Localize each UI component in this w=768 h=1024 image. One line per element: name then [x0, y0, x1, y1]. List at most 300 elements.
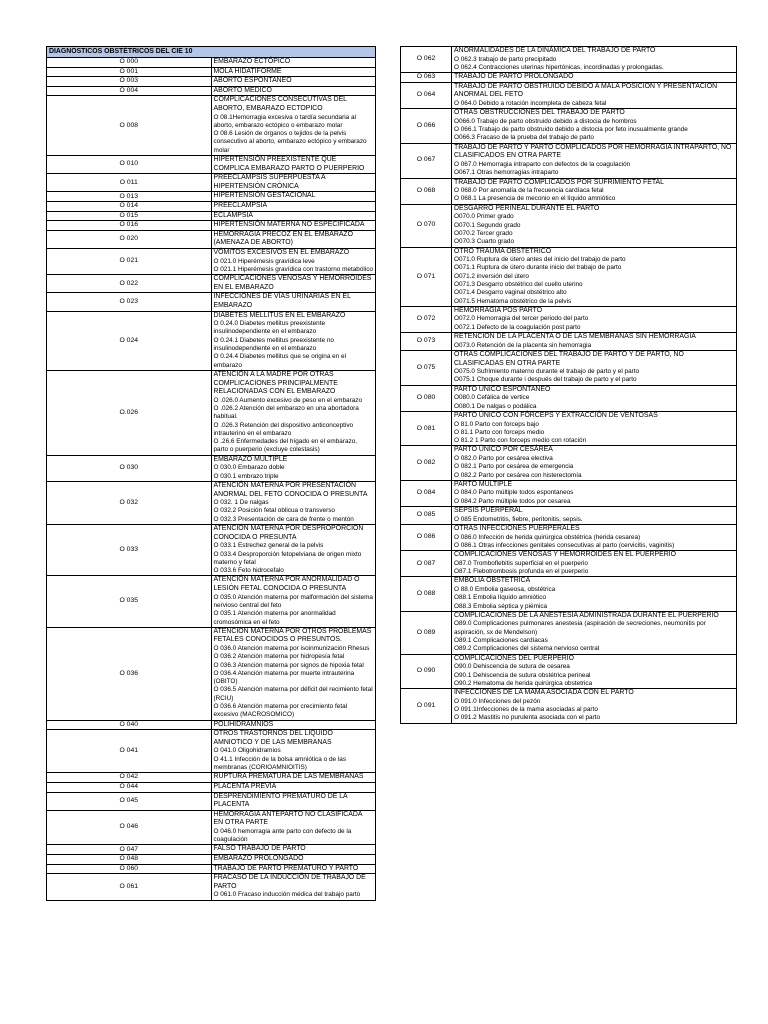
- subdiagnosis-text: O 032. 1 De nalgas: [213, 499, 269, 507]
- diagnosis-code: O 066: [401, 109, 452, 143]
- diagnosis-description: [211, 576, 376, 627]
- diagnosis-title: COMPLICACIONES VENOSAS Y HEMORROIDES EN EL PUERPERIO: [454, 551, 676, 559]
- subdiagnosis-text: O072.1 Defecto de la coagulación post parto: [454, 323, 581, 331]
- subdiagnosis-text: O 084.0 Parto múltiple todos espontaneos: [454, 489, 574, 497]
- subdiagnosis-text: O073.0 Retención de la placenta sin hemorragia: [454, 341, 592, 349]
- diagnosis-description: [452, 577, 737, 611]
- diagnosis-description: [452, 446, 737, 480]
- table-row: [401, 204, 737, 247]
- subdiagnosis-text: O 035.0 Atención materna por malformación del sistema nervioso central del feto: [213, 593, 373, 609]
- diagnosis-title: TRABAJO DE PARTO PREMATURO Y PARTO: [213, 864, 359, 872]
- subdiagnosis-text: O 81.2 1 Parto con forceps medio con rotación: [454, 437, 587, 445]
- diagnosis-code: O 032: [47, 481, 212, 524]
- diagnosis-code: O 001: [47, 67, 212, 77]
- subdiagnosis-text: O066.0 Trabajo de parto obstruido debido a distocia de hombros: [454, 117, 637, 125]
- diagnosis-description: [452, 178, 737, 204]
- subdiagnosis-text: O87.1 Flebotrombosis profunda en el puerperio: [454, 568, 589, 576]
- right-diagnosis-table: [400, 46, 737, 724]
- diagnosis-description: [452, 385, 737, 411]
- table-row: [401, 109, 737, 143]
- diagnosis-code: O 014: [47, 202, 212, 212]
- subdiagnosis-text: O .026.0 Aumento excesivo de peso en el embarazo: [213, 396, 362, 404]
- subdiagnosis-text: O 030.0 Embarazo doble: [213, 464, 285, 472]
- diagnosis-code: O 088: [401, 577, 452, 611]
- subdiagnosis-text: O89.2 Complicaciones del sistema nervioso central: [454, 645, 600, 653]
- subdiagnosis-text: O 086.1 Otras infecciones genitales consecutivas al parto (cervicitis, vaginitis): [454, 541, 675, 549]
- subdiagnosis-text: O 08.1Hemorragia excesiva o tardía secundaria al aborto, embarazo ectópico o embarazo molar: [213, 113, 356, 129]
- subdiagnosis-text: O067.1 Otras hemorragias intraparto: [454, 169, 559, 177]
- diagnosis-description: [452, 507, 737, 525]
- diagnosis-description: [452, 73, 737, 83]
- subdiagnosis-text: O 036.5 Atención materna por déficit del recimiento fetal (RCIU): [213, 686, 373, 702]
- table-row: [47, 86, 376, 96]
- diagnosis-description: [211, 58, 376, 68]
- table-row: [401, 480, 737, 506]
- diagnosis-title: VÓMITOS EXCESIVOS EN EL EMBARAZO: [213, 248, 350, 256]
- table-row: [401, 247, 737, 306]
- diagnosis-title: HIPERTENSIÓN MATERNA NO ESPECIFICADA: [213, 221, 365, 229]
- diagnosis-code: O 063: [401, 73, 452, 83]
- diagnosis-description: [211, 481, 376, 524]
- diagnosis-code: O 035: [47, 576, 212, 627]
- diagnosis-code: O 021: [47, 248, 212, 274]
- subdiagnosis-text: O88.3 Embolia séptica y piémica: [454, 602, 548, 610]
- table-row: [47, 627, 376, 720]
- table-row: [47, 221, 376, 231]
- diagnosis-description: [211, 202, 376, 212]
- diagnosis-title: SEPSIS PUERPERAL: [454, 507, 523, 515]
- diagnosis-title: HEMORRAGIA POS PARTO: [454, 306, 543, 314]
- table-row: [47, 782, 376, 792]
- subdiagnosis-text: O 066.1 Trabajo de parto obstruido debido a distocia por feto inusualmente grande: [454, 126, 688, 134]
- diagnosis-code: O 046: [47, 810, 212, 845]
- subdiagnosis-text: O 085 Endometritis, fiebre, peritonitis, sepsis.: [454, 515, 583, 523]
- subdiagnosis-text: O 88.0 Embolia gaseosa, obstétrica: [454, 585, 556, 593]
- diagnosis-code: O 040: [47, 720, 212, 730]
- diagnosis-description: [452, 480, 737, 506]
- table-row: [401, 178, 737, 204]
- subdiagnosis-text: O90.1 Dehiscencia de sutura obstétrica perineal: [454, 671, 591, 679]
- diagnosis-code: O 022: [47, 275, 212, 293]
- table-row: [47, 248, 376, 274]
- subdiagnosis-text: O 032.3 Presentación de cara de frente o mentón: [213, 515, 354, 523]
- table-row: [47, 202, 376, 212]
- diagnosis-description: [211, 773, 376, 783]
- table-row: [47, 311, 376, 370]
- subdiagnosis-text: O071.3 Desgarro obstétrico del cuello uterino: [454, 280, 583, 288]
- diagnosis-title: DESPRENDIMIENTO PREMATURO DE LA PLACENTA: [213, 792, 348, 809]
- diagnosis-code: O 081: [401, 411, 452, 445]
- diagnosis-title: DIABETES MELLITUS EN EL EMBARAZO: [213, 311, 346, 319]
- subdiagnosis-text: O88.1 Embolia líquido amniótico: [454, 594, 547, 602]
- diagnosis-description: [452, 109, 737, 143]
- table-row: [47, 96, 376, 156]
- diagnosis-code: O 062: [401, 47, 452, 73]
- subdiagnosis-text: O 032.2 Posición fetal oblicua o transverso: [213, 507, 335, 515]
- diagnosis-description: [452, 689, 737, 723]
- subdiagnosis-text: O070.2 Tercer grado: [454, 229, 513, 237]
- left-diagnosis-table: [46, 46, 376, 901]
- diagnosis-description: [211, 370, 376, 455]
- table-row: [47, 845, 376, 855]
- diagnosis-title: HIPERTENSIÓN GESTACIONAL: [213, 192, 316, 200]
- subdiagnosis-text: O 091.0 Infecciones del pezón: [454, 697, 541, 705]
- diagnosis-title: INFECCIONES DE LA MAMA ASOCIADA CON EL PARTO: [454, 689, 634, 697]
- subdiagnosis-text: O 81.1 Parto con forceps medio: [454, 428, 545, 436]
- table-row: [401, 524, 737, 550]
- diagnosis-description: [211, 792, 376, 810]
- subdiagnosis-text: O 041.0 Oligohidramios: [213, 747, 281, 755]
- subdiagnosis-text: O90.2 Hematoma de herida quirúrgica obstetrica: [454, 679, 593, 687]
- table-row: [47, 773, 376, 783]
- table-row: [47, 67, 376, 77]
- table-row: [401, 411, 737, 445]
- diagnosis-description: [452, 333, 737, 351]
- left-table-body: [47, 47, 376, 901]
- diagnosis-title: FALSO TRABAJO DE PARTO: [213, 845, 306, 853]
- subdiagnosis-text: O .026.2 Atención del embarazo en una abortadora habitual.: [213, 405, 359, 421]
- diagnosis-title: PARTO ÚNICO CON FÓRCEPS Y EXTRACCIÓN DE VENTOSAS: [454, 411, 658, 419]
- table-row: [47, 230, 376, 248]
- diagnosis-title: PARTO UNICO ESPONTANEO: [454, 385, 551, 393]
- subdiagnosis-text: O 091.1Infecciones de la mama asociadas al parto: [454, 705, 598, 713]
- diagnosis-code: O 000: [47, 58, 212, 68]
- diagnosis-title: PARTO MULTIPLE: [454, 480, 513, 488]
- subdiagnosis-text: O 021.0 Hiperémesis gravídica leve: [213, 257, 315, 265]
- table-row: [401, 47, 737, 73]
- subdiagnosis-text: O 067.0 Hemorragia intraparto con defectos de la coagulación: [454, 160, 631, 168]
- diagnosis-title: HEMORRAGIA PRECOZ EN EL EMBARAZO (AMENAZA DE ABORTO): [213, 230, 353, 247]
- diagnosis-description: [211, 311, 376, 370]
- diagnosis-description: [211, 855, 376, 865]
- diagnosis-title: ABORTO MEDICO: [213, 86, 272, 94]
- diagnosis-code: O 044: [47, 782, 212, 792]
- subdiagnosis-text: O89.1 Complicaciones cardíacas: [454, 637, 548, 645]
- subdiagnosis-text: O 036.6 Atención materna por crecimiento fetal excesivo (MACROSOMICO): [213, 703, 348, 719]
- diagnosis-title: OTRAS INFECCIONES PUERPERALES: [454, 524, 580, 532]
- diagnosis-code: O 089: [401, 611, 452, 654]
- diagnosis-code: O.026: [47, 370, 212, 455]
- table-row: [47, 192, 376, 202]
- table-row: [401, 73, 737, 83]
- diagnosis-description: [211, 810, 376, 845]
- subdiagnosis-text: O075.0 Sufrimiento materno durante el trabajo de parto y el parto: [454, 368, 640, 376]
- diagnosis-description: [211, 77, 376, 87]
- diagnosis-code: O 023: [47, 293, 212, 311]
- table-row: [47, 293, 376, 311]
- diagnosis-code: O 070: [401, 204, 452, 247]
- subdiagnosis-text: O87.0 Tromboflebitis superficial en el puerperio: [454, 559, 588, 567]
- diagnosis-code: O 033: [47, 525, 212, 576]
- diagnosis-code: O 020: [47, 230, 212, 248]
- diagnosis-code: O 036: [47, 627, 212, 720]
- subdiagnosis-text: O 062.3 trabajo de parto precipitado: [454, 55, 557, 63]
- table-row: [401, 446, 737, 480]
- table-header-row: [47, 47, 376, 58]
- table-row: [47, 455, 376, 481]
- subdiagnosis-text: O 036.4 Atención materna por muerte intrauterina (OBITO): [213, 669, 355, 686]
- subdiagnosis-text: O 082.2 Parto por cesárea con histerectomía: [454, 471, 582, 479]
- subdiagnosis-text: O071.5 Hematoma obstétrico de la pelvis: [454, 297, 572, 305]
- diagnosis-title: TRABAJO DE PARTO COMPLICADOS POR SUFRIMIENTO FETAL: [454, 178, 664, 186]
- table-row: [47, 864, 376, 874]
- table-row: [401, 306, 737, 332]
- diagnosis-title: COMPLICACIONES DEL PUERPERIO: [454, 654, 574, 662]
- diagnosis-description: [452, 143, 737, 178]
- diagnosis-description: [452, 82, 737, 108]
- table-row: [401, 577, 737, 611]
- subdiagnosis-text: O 036.2 Atención materna por hidropesía fetal: [213, 653, 345, 661]
- diagnosis-title: COMPLICACIONES VENOSAS Y HEMORROIDES EN EL EMBARAZO: [213, 275, 372, 291]
- subdiagnosis-text: O 033.6 Feto hidrocefalo: [213, 567, 284, 575]
- table-row: [401, 385, 737, 411]
- subdiagnosis-text: O 062.4 Contracciones uterinas hipertónicas, incordinadas y prolongadas.: [454, 63, 664, 71]
- diagnosis-description: [211, 96, 376, 156]
- table-row: [47, 576, 376, 627]
- diagnosis-title: TRABAJO DE PARTO Y PARTO COMPLICADOS POR HEMORRAGIA INTRAPARTO, NO CLASIFICADOS EN OTRA PARTE: [454, 143, 732, 160]
- table-row: [47, 370, 376, 455]
- diagnosis-code: O 086: [401, 524, 452, 550]
- table-header: DIAGNÓSTICOS OBSTÉTRICOS DEL CIE 10: [47, 47, 376, 58]
- diagnosis-description: [211, 67, 376, 77]
- table-row: [401, 350, 737, 385]
- diagnosis-code: O 084: [401, 480, 452, 506]
- diagnosis-title: EMBARAZO PROLONGADO: [213, 855, 304, 863]
- diagnosis-title: OTROS TRASTORNOS DEL LIQUIDO AMNIOTICO Y DE LAS MEMBRANAS: [213, 730, 333, 746]
- diagnosis-description: [452, 654, 737, 688]
- table-row: [47, 720, 376, 730]
- diagnosis-description: [211, 248, 376, 274]
- diagnosis-title: ATENCIÓN A LA MADRE POR OTRAS COMPLICACIONES PRINCIPALMENTE RELACIONADAS CON EL EMBARAZO: [213, 370, 338, 396]
- subdiagnosis-text: O 41.1 Infección de la bolsa amniótica o de las membranas (CORIOAMNIOITIS): [213, 755, 347, 772]
- diagnosis-code: O 030: [47, 455, 212, 481]
- diagnosis-code: O 042: [47, 773, 212, 783]
- diagnosis-title: OTRAS COMPLICACIONES DEL TRABAJO DE PARTO Y DE PARTO, NO CLASIFICADAS EN OTRA PARTE: [454, 350, 684, 367]
- diagnosis-description: [452, 47, 737, 73]
- diagnosis-description: [211, 275, 376, 293]
- table-row: [47, 855, 376, 865]
- table-row: [47, 58, 376, 68]
- diagnosis-title: POLIHIDRAMNIOS: [213, 720, 274, 728]
- diagnosis-code: O 073: [401, 333, 452, 351]
- diagnosis-title: ATENCIÓN MATERNA POR ANORMALIDAD O LESIÓN FETAL CONOCIDA O PRESUNTA: [213, 576, 360, 593]
- diagnosis-code: O 015: [47, 211, 212, 221]
- table-row: [47, 481, 376, 524]
- diagnosis-description: [452, 411, 737, 445]
- subdiagnosis-text: O072.0 Hemorragia del tercer periodo del parto: [454, 315, 589, 323]
- diagnosis-title: INFECCIONES DE VÍAS URINARIAS EN EL EMBARAZO: [213, 293, 351, 309]
- diagnosis-description: [211, 86, 376, 96]
- diagnosis-description: [452, 551, 737, 577]
- diagnosis-title: EMBOLIA OBSTETRICA: [454, 577, 531, 585]
- diagnosis-code: O 010: [47, 156, 212, 174]
- table-row: [47, 174, 376, 192]
- subdiagnosis-text: O89.0 Complicaciones pulmonares anestesia (aspiración de secreciones, neumonitis por aspiración, sx de Mendelson): [454, 620, 706, 636]
- subdiagnosis-text: O071.0 Ruptura de útero antes del inicio del trabajo de parto: [454, 256, 626, 264]
- subdiagnosis-text: O 082.1 Parto por cesárea de emergencia: [454, 463, 574, 471]
- diagnosis-code: O 091: [401, 689, 452, 723]
- subdiagnosis-text: O 046.0 hemorragia ante parto con defecto de la coagulación: [213, 827, 352, 844]
- diagnosis-title: ABORTO ESPONTANEO: [213, 77, 292, 85]
- diagnosis-code: O 008: [47, 96, 212, 156]
- diagnosis-title: RETENCION DE LA PLACENTA O DE LAS MEMBRANAS SIN HEMORRAGIA: [454, 333, 696, 341]
- diagnosis-code: O 016: [47, 221, 212, 231]
- diagnosis-code: O 064: [401, 82, 452, 108]
- diagnosis-description: [211, 874, 376, 900]
- table-row: [47, 730, 376, 773]
- diagnosis-code: O 075: [401, 350, 452, 385]
- subdiagnosis-text: O 084.2 Parto múltiple todos por cesarea: [454, 497, 571, 505]
- diagnosis-description: [452, 204, 737, 247]
- diagnosis-title: RUPTURA PREMATURA DE LAS MEMBRANAS: [213, 773, 364, 781]
- diagnosis-title: ATENCION MATERNA POR OTROS PROBLEMAS FETALES CONOCIDOS O PRESUNTOS.: [213, 627, 372, 644]
- diagnosis-title: ANORMALIDADES DE LA DINÁMICA DEL TRABAJO DE PARTO: [454, 47, 656, 54]
- subdiagnosis-text: O070.3 Cuarto grado: [454, 238, 515, 246]
- subdiagnosis-text: O 0.24.0 Diabetes mellitus preexistente insulinodependiente en el embarazo: [213, 320, 326, 336]
- diagnosis-title: PREECLAMPSIA: [213, 202, 268, 210]
- diagnosis-code: O 072: [401, 306, 452, 332]
- table-row: [47, 275, 376, 293]
- diagnosis-title: PREECLAMPSIS SUPERPUESTA A HIPERTENSIÓN CRÓNICA: [213, 174, 326, 190]
- subdiagnosis-text: O 81.0 Parto con forceps bajo: [454, 420, 539, 428]
- right-table-body: [401, 47, 737, 724]
- diagnosis-title: ATENCION MATERNA POR DESPROPORCION CONOCIDA O PRESUNTA: [213, 525, 364, 541]
- table-row: [401, 654, 737, 688]
- subdiagnosis-text: O080.1 De nalgas o podálica: [454, 402, 537, 410]
- diagnosis-description: [211, 221, 376, 231]
- diagnosis-description: [211, 211, 376, 221]
- table-row: [401, 689, 737, 723]
- subdiagnosis-text: O 0.24.4 Diabetes mellitus que se origina en el embarazo: [213, 353, 347, 369]
- diagnosis-description: [452, 247, 737, 306]
- diagnosis-title: MOLA HIDATIFORME: [213, 67, 282, 75]
- diagnosis-description: [452, 306, 737, 332]
- diagnosis-title: ATENCIÓN MATERNA POR PRESENTACIÓN ANORMAL DEL FETO CONOCIDA O PRESUNTA: [213, 481, 368, 498]
- diagnosis-title: DESGARRO PERINEAL DURANTE EL PARTO: [454, 204, 600, 212]
- diagnosis-code: O 041: [47, 730, 212, 773]
- diagnosis-title: OTRO TRAUMA OBSTETRICO: [454, 247, 552, 255]
- diagnosis-code: O 071: [401, 247, 452, 306]
- diagnosis-title: COMPLICACIONES DE LA ANESTESIA ADMINISTRADA DURANTE EL PUERPERIO: [454, 611, 719, 619]
- diagnosis-description: [211, 782, 376, 792]
- subdiagnosis-text: O 086.0 Infección de herida quirúrgica obstétrica (herida cesarea): [454, 533, 641, 541]
- diagnosis-code: O 011: [47, 174, 212, 192]
- table-row: [47, 77, 376, 87]
- diagnosis-code: O 085: [401, 507, 452, 525]
- table-row: [401, 611, 737, 654]
- diagnosis-code: O 045: [47, 792, 212, 810]
- table-row: [47, 525, 376, 576]
- subdiagnosis-text: O 068.0 Por anomalía de la frecuencia cardíaca fetal: [454, 187, 604, 195]
- diagnosis-code: O 067: [401, 143, 452, 178]
- subdiagnosis-text: O071.1 Ruptura de útero durante inicio del trabajo de parto: [454, 264, 622, 272]
- subdiagnosis-text: O080.0 Cefálica de vertice: [454, 394, 530, 402]
- subdiagnosis-text: O 082.0 Parto por cesárea electiva: [454, 455, 553, 462]
- diagnosis-code: O 047: [47, 845, 212, 855]
- subdiagnosis-text: O .26.6 Enfermedades del hígado en el embarazo, parto o puerperio (excluye colestasis): [213, 438, 358, 454]
- subdiagnosis-text: O 08.6 Lesión de órganos o tejidos de la pelvis consecutivo al aborto, embarazo ectópico y embarazo molar: [213, 130, 367, 154]
- diagnosis-title: HIPERTENSIÓN PREEXISTENTE QUE COMPLICA EMBARAZO PARTO O PUERPERIO: [213, 156, 365, 172]
- diagnosis-title: HEMORRAGIA ANTEPARTO NO CLASIFICADA EN OTRA PARTE: [213, 810, 363, 827]
- diagnosis-title: PLACENTA PREVIA: [213, 782, 277, 790]
- diagnosis-description: [211, 156, 376, 174]
- diagnosis-description: [211, 845, 376, 855]
- diagnosis-description: [452, 611, 737, 654]
- subdiagnosis-text: O 061.0 Fracaso inducción médica del trabajo parto: [213, 891, 361, 899]
- diagnosis-code: O 090: [401, 654, 452, 688]
- subdiagnosis-text: O071.2 inversión del útero: [454, 272, 529, 280]
- diagnosis-title: EMBARAZO ECTÓPICO: [213, 58, 291, 65]
- subdiagnosis-text: O 036.0 Atención materna por isoinmunización Rhesus: [213, 644, 370, 652]
- diagnosis-code: O 061: [47, 874, 212, 900]
- table-row: [47, 810, 376, 845]
- diagnosis-code: O 013: [47, 192, 212, 202]
- diagnosis-code: O 060: [47, 864, 212, 874]
- table-row: [47, 211, 376, 221]
- table-row: [401, 551, 737, 577]
- subdiagnosis-text: O071.4 Desgarro vaginal obstétrico alto: [454, 289, 567, 297]
- diagnosis-description: [211, 174, 376, 192]
- diagnosis-description: [211, 627, 376, 720]
- table-row: [401, 143, 737, 178]
- table-row: [47, 792, 376, 810]
- table-row: [47, 874, 376, 900]
- diagnosis-description: [211, 864, 376, 874]
- diagnosis-code: O 087: [401, 551, 452, 577]
- diagnosis-title: OTRAS OBSTRUCCIONES DEL TRABAJO DE PARTO: [454, 109, 625, 117]
- diagnosis-title: FRACASO DE LA INDUCCIÓN DE TRABAJO DE PARTO: [213, 874, 366, 890]
- diagnosis-description: [452, 524, 737, 550]
- subdiagnosis-text: O 091.2 Mastitis no purulenta asociada con el parto: [454, 714, 601, 722]
- table-row: [401, 82, 737, 108]
- diagnosis-title: COMPLICACIONES CONSECUTIVAS DEL ABORTO, EMBARAZO ECTOPICO: [213, 96, 347, 112]
- diagnosis-description: [211, 293, 376, 311]
- diagnosis-description: [211, 730, 376, 773]
- subdiagnosis-text: O 068.1 La presencia de meconio en el líquido amniótico: [454, 195, 616, 203]
- subdiagnosis-text: O070.0 Primer grado: [454, 213, 514, 221]
- table-row: [401, 333, 737, 351]
- diagnosis-description: [211, 192, 376, 202]
- diagnosis-code: O 080: [401, 385, 452, 411]
- diagnosis-description: [452, 350, 737, 385]
- diagnosis-description: [211, 720, 376, 730]
- diagnosis-title: TRABAJO DE PARTO PROLONGADO: [454, 73, 574, 81]
- diagnosis-code: O 024: [47, 311, 212, 370]
- diagnosis-code: O 068: [401, 178, 452, 204]
- diagnosis-title: TRABAJO DE PARTO OBSTRUIDO DEBIDO A MALA POSICION Y PRESENTACION ANORMAL DEL FETO: [454, 82, 718, 99]
- subdiagnosis-text: O90.0 Dehiscencia de sutura de cesarea: [454, 663, 570, 671]
- diagnosis-title: ECLAMPSIA: [213, 211, 253, 219]
- diagnosis-title: EMBARAZO MULTIPLE: [213, 455, 288, 463]
- diagnosis-description: [211, 230, 376, 248]
- subdiagnosis-text: O 033.1 Estrechez general de la pelvis: [213, 542, 324, 550]
- diagnosis-code: O 048: [47, 855, 212, 865]
- diagnosis-description: [211, 525, 376, 576]
- diagnosis-code: O 082: [401, 446, 452, 480]
- subdiagnosis-text: O .026.3 Retención del dispositivo anticonceptivo intrauterino en el embarazo: [213, 421, 354, 437]
- diagnosis-code: O 004: [47, 86, 212, 96]
- subdiagnosis-text: O075.1 Choque durante i después del trabajo de parto y el parto: [454, 376, 637, 384]
- subdiagnosis-text: O 030.1 embrazo triple: [213, 472, 279, 480]
- table-row: [47, 156, 376, 174]
- subdiagnosis-text: O 036.3 Atención materna por signos de hipoxia fetal: [213, 661, 364, 669]
- subdiagnosis-text: O 035.1 Atención materna por anormalidad cromosómica en el feto: [213, 610, 336, 626]
- diagnosis-code: O 003: [47, 77, 212, 87]
- diagnosis-title: PARTO ÚNICO POR CESÁREA: [454, 446, 553, 454]
- subdiagnosis-text: O066.3 Fracaso de la prueba del trabajo de parto: [454, 134, 594, 142]
- subdiagnosis-text: O 064.0 Debido a rotación incompleta de cabeza fetal: [454, 99, 607, 107]
- subdiagnosis-text: O 021.1 Hiperémesis gravídica con trastorno metabólico: [213, 265, 373, 273]
